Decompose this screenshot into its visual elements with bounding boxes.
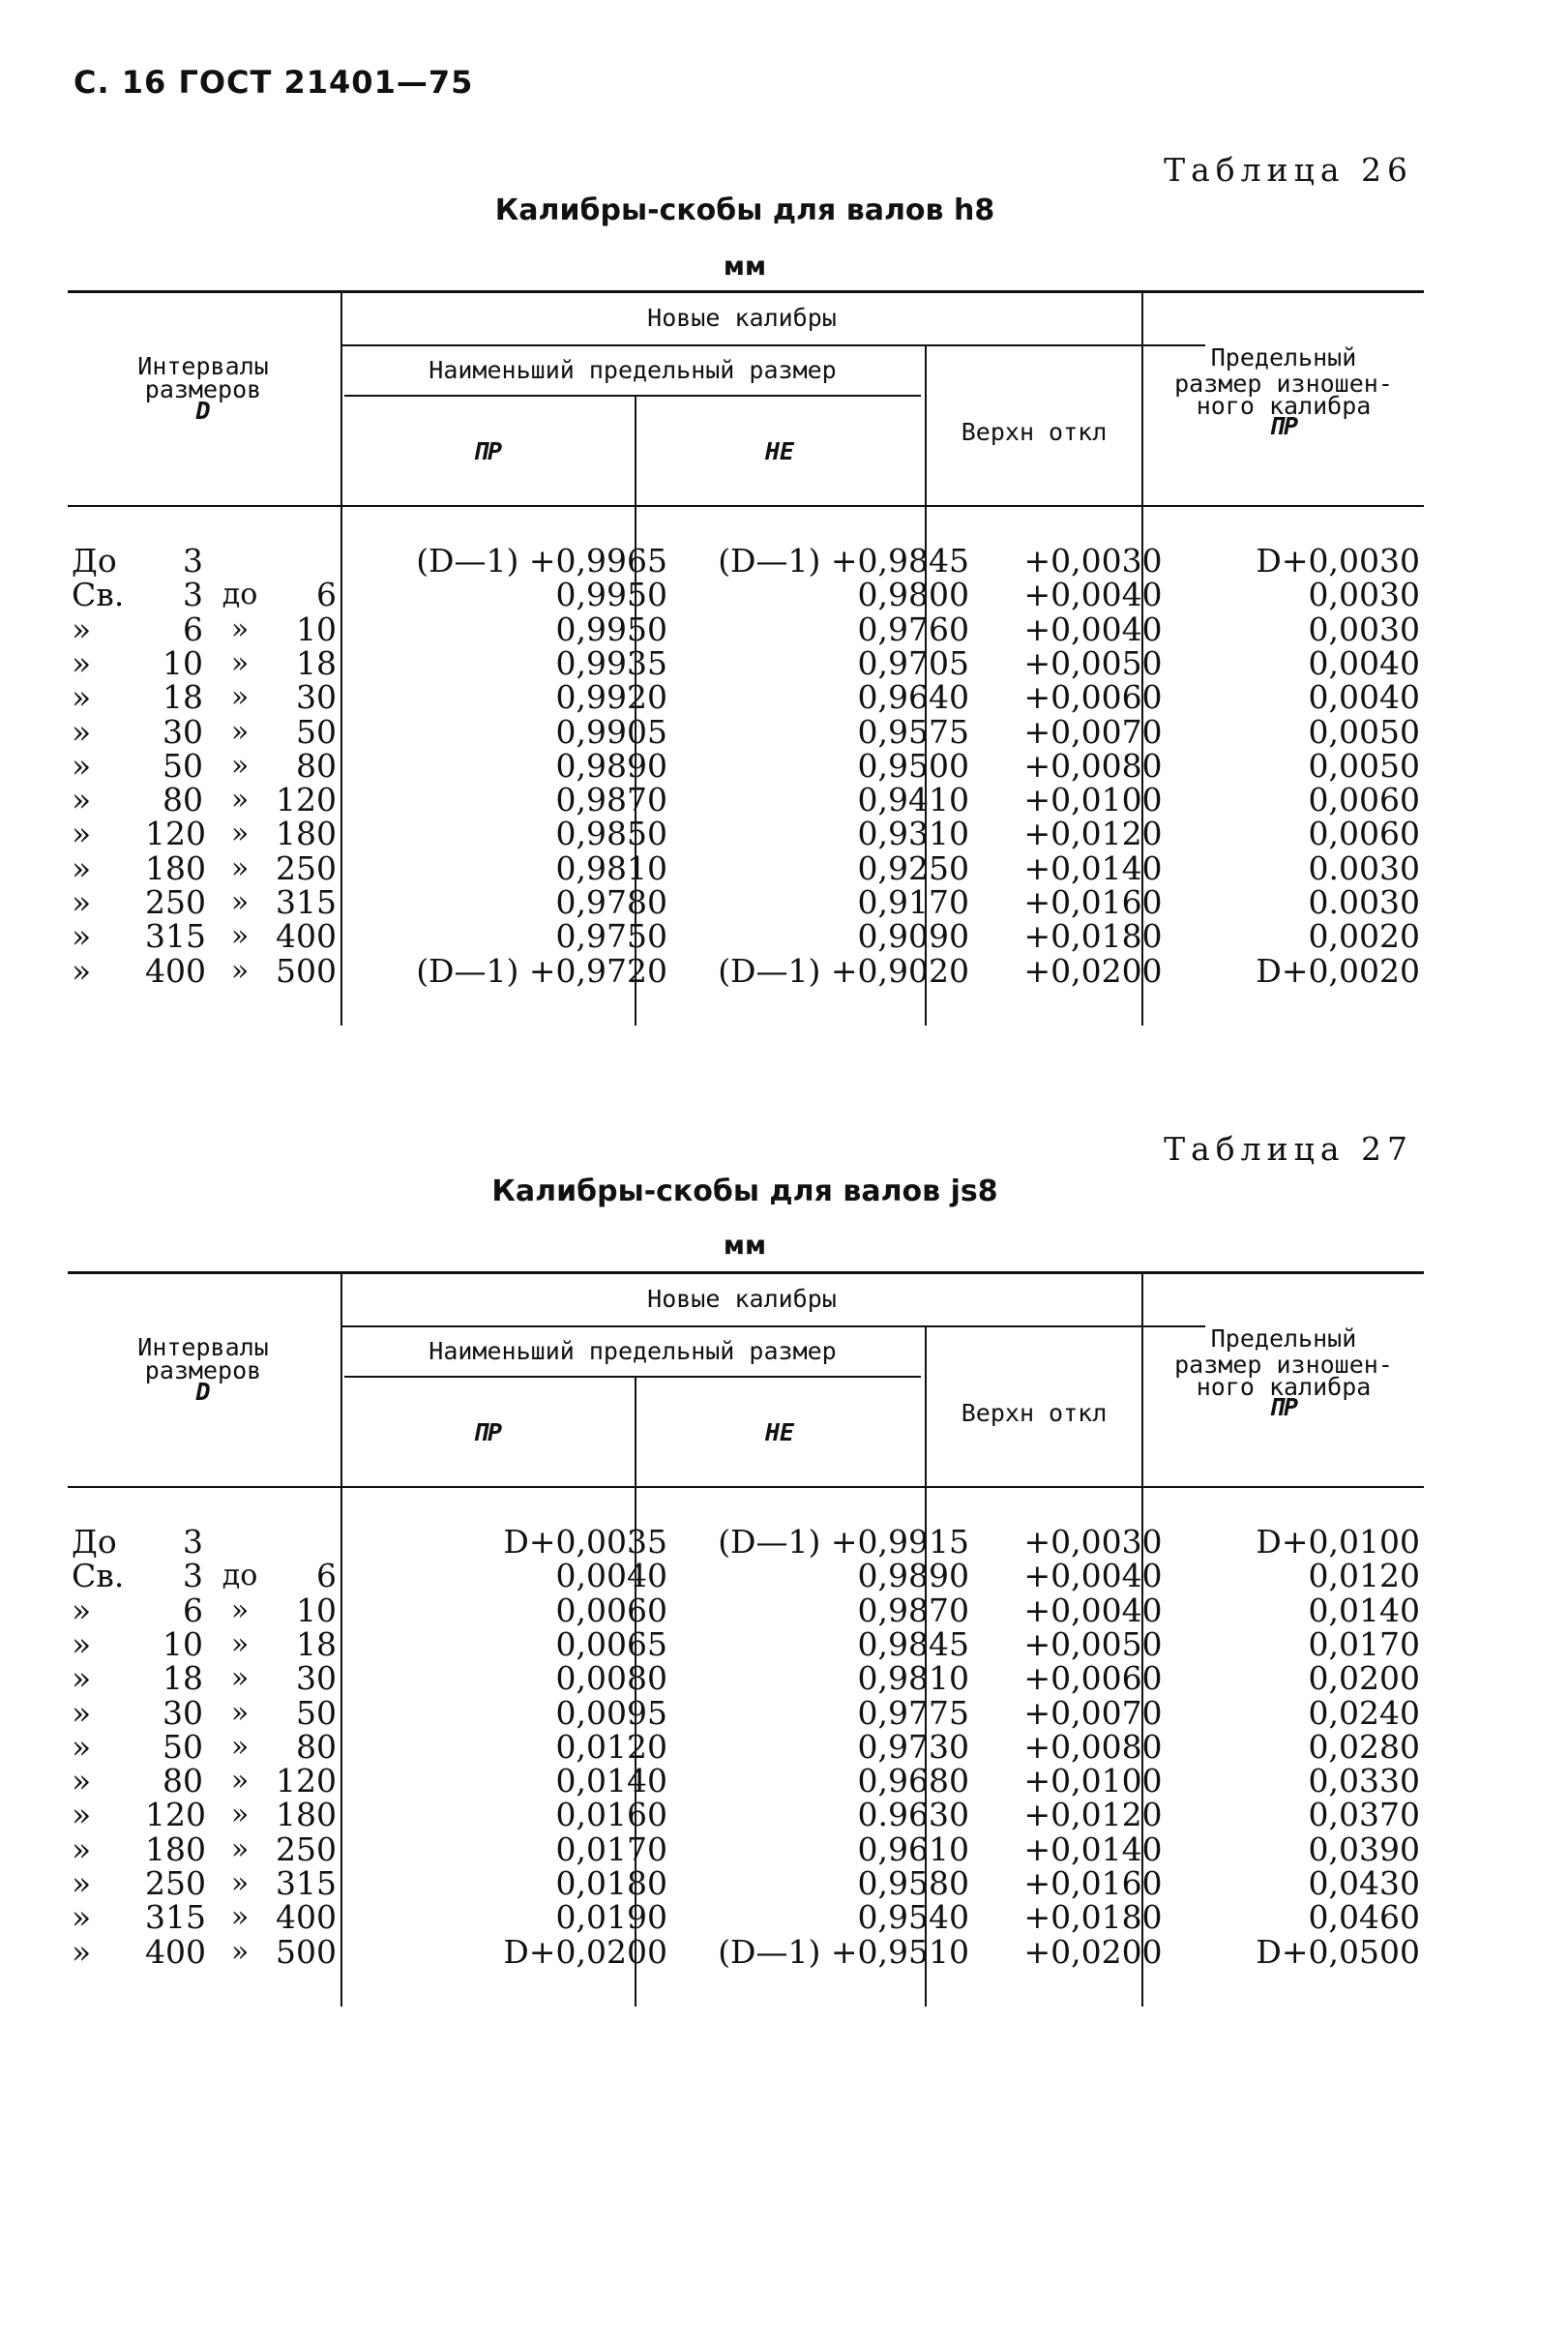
row-prefix: » <box>72 678 92 717</box>
row-prefix: » <box>72 1591 92 1629</box>
table-row <box>68 1798 1424 1832</box>
cell-pr: 0,9890 <box>555 746 667 785</box>
row-prefix: » <box>72 951 92 990</box>
table-row <box>68 1727 1424 1766</box>
table-top-rule <box>68 290 1424 293</box>
row-range-to: 500 <box>276 1932 337 1971</box>
header-smallest-limit: Наименьший предельный размер <box>429 356 837 384</box>
header-worn-limit <box>1143 1324 1424 1421</box>
row-range-to: 6 <box>316 576 337 614</box>
row-prefix: » <box>72 643 92 682</box>
cell-ne: 0,9800 <box>857 576 969 614</box>
header-intervals-line: Интервалы <box>137 352 269 380</box>
row-range-sep: » <box>230 1900 250 1935</box>
cell-upper-deviation: +0,0040 <box>1023 1557 1163 1595</box>
cell-worn-limit: 0,0460 <box>1308 1898 1420 1937</box>
row-range-from: 18 <box>163 678 203 717</box>
cell-worn-limit: 0,0040 <box>1308 643 1420 682</box>
row-range-from: 315 <box>145 1898 206 1937</box>
cell-ne: 0,9310 <box>857 815 969 853</box>
row-range-sep: до <box>222 1559 258 1593</box>
row-range-sep: до <box>222 578 258 612</box>
table-row <box>68 817 1424 851</box>
cell-worn-limit: 0,0050 <box>1308 746 1420 785</box>
row-range-to: 18 <box>296 1624 337 1663</box>
cell-worn-limit: 0.0030 <box>1308 848 1420 887</box>
row-range-to: 10 <box>296 610 337 648</box>
table-row <box>68 1900 1424 1935</box>
table-title: Калибры-скобы для валов h8 <box>494 193 995 227</box>
row-range-from: 3 <box>183 1557 203 1595</box>
cell-upper-deviation: +0,0080 <box>1023 746 1163 785</box>
table-title: Калибры-скобы для валов js8 <box>491 1175 998 1208</box>
cell-worn-limit: 0,0370 <box>1308 1796 1420 1834</box>
header-intervals-line: размеров <box>144 1356 262 1384</box>
row-range-sep: » <box>230 783 250 818</box>
header-bottom-rule <box>68 505 1424 507</box>
cell-pr: 0,9780 <box>555 883 667 921</box>
row-range-from: 250 <box>145 1864 206 1902</box>
cell-ne: (D—1) +0,9510 <box>718 1932 969 1971</box>
table-row <box>68 885 1424 920</box>
table-row <box>68 1661 1424 1696</box>
row-prefix: » <box>72 883 92 921</box>
cell-pr: 0,0170 <box>555 1829 667 1868</box>
cell-worn-limit: 0,0140 <box>1308 1591 1420 1629</box>
table-unit: мм <box>723 252 767 282</box>
row-prefix: » <box>72 917 92 956</box>
cell-worn-limit: 0,0240 <box>1308 1693 1420 1732</box>
header-ne: НЕ <box>764 1418 795 1446</box>
cell-ne: 0,9760 <box>857 610 969 648</box>
row-prefix: » <box>72 610 92 648</box>
cell-upper-deviation: +0,0080 <box>1023 1727 1163 1766</box>
row-range-to: 180 <box>276 1796 337 1834</box>
row-range-from: 120 <box>145 1796 206 1834</box>
cell-upper-deviation: +0,0050 <box>1023 643 1163 682</box>
page-header: С. 16 ГОСТ 21401—75 <box>74 64 474 101</box>
cell-ne: 0,9775 <box>857 1693 969 1732</box>
row-range-from: 50 <box>163 746 203 785</box>
row-range-sep: » <box>230 1934 250 1969</box>
header-ne: НЕ <box>764 437 795 465</box>
table-top-rule <box>68 1271 1424 1274</box>
row-prefix: » <box>72 1829 92 1868</box>
row-prefix: » <box>72 815 92 853</box>
row-range-to: 180 <box>276 815 337 853</box>
cell-upper-deviation: +0,0100 <box>1023 781 1163 819</box>
row-range-sep: » <box>230 1866 250 1900</box>
header-intervals <box>68 352 339 423</box>
cell-ne: 0,9540 <box>857 1898 969 1937</box>
cell-ne: (D—1) +0,9915 <box>718 1523 969 1561</box>
header-worn-symbol: ПР <box>1268 1393 1299 1421</box>
header-new-gauges: Новые калибры <box>647 1285 837 1313</box>
cell-upper-deviation: +0,0030 <box>1023 1523 1163 1561</box>
cell-pr: (D—1) +0,9720 <box>416 951 667 990</box>
row-range-to: 6 <box>316 1557 337 1595</box>
cell-ne: 0,9890 <box>857 1557 969 1595</box>
table-row <box>68 1866 1424 1901</box>
row-range-to: 250 <box>276 848 337 887</box>
cell-worn-limit: 0,0390 <box>1308 1829 1420 1868</box>
cell-pr: 0,0160 <box>555 1796 667 1834</box>
cell-upper-deviation: +0,0160 <box>1023 1864 1163 1902</box>
cell-ne: 0,9090 <box>857 917 969 956</box>
table-row <box>68 848 1424 887</box>
cell-upper-deviation: +0,0200 <box>1023 951 1163 990</box>
row-range-sep: » <box>230 714 250 749</box>
table-row <box>68 951 1424 990</box>
cell-upper-deviation: +0,0160 <box>1023 883 1163 921</box>
table-row <box>68 712 1424 751</box>
header-rule-new-gauges <box>340 1325 1205 1327</box>
row-range-sep: » <box>230 611 250 646</box>
row-range-to: 120 <box>276 781 337 819</box>
table-number-label: Таблица 26 <box>1164 151 1413 189</box>
header-worn-line: ного калибра <box>1196 1373 1372 1401</box>
header-intervals <box>68 1333 339 1404</box>
header-worn-symbol: ПР <box>1268 412 1299 440</box>
cell-pr: 0,9950 <box>555 610 667 648</box>
cell-ne: 0,9610 <box>857 1829 969 1868</box>
row-range-to: 120 <box>276 1762 337 1800</box>
header-upper-deviation: Верхн откл <box>961 418 1108 446</box>
table-row <box>68 578 1424 612</box>
row-range-from: 3 <box>183 576 203 614</box>
cell-worn-limit: 0,0030 <box>1308 610 1420 648</box>
cell-pr: 0,0140 <box>555 1762 667 1800</box>
table-row <box>68 544 1424 579</box>
row-prefix: » <box>72 1624 92 1663</box>
table-row <box>68 1693 1424 1732</box>
row-range-sep: » <box>230 850 250 885</box>
header-intervals-symbol: D <box>195 1378 211 1406</box>
cell-ne: 0,9575 <box>857 712 969 751</box>
cell-pr: D+0,0035 <box>503 1523 667 1561</box>
row-range-from: 80 <box>163 781 203 819</box>
cell-pr: 0,9920 <box>555 678 667 717</box>
cell-worn-limit: 0,0280 <box>1308 1727 1420 1766</box>
header-bottom-rule <box>68 1486 1424 1488</box>
cell-ne: 0,9410 <box>857 781 969 819</box>
header-worn-line: Предельный <box>1210 343 1357 372</box>
cell-worn-limit: 0,0020 <box>1308 917 1420 956</box>
table-row <box>68 1559 1424 1593</box>
row-prefix: » <box>72 712 92 751</box>
cell-upper-deviation: +0,0200 <box>1023 1932 1163 1971</box>
cell-pr: 0,0120 <box>555 1727 667 1766</box>
row-range-from: 180 <box>145 848 206 887</box>
cell-worn-limit: 0,0430 <box>1308 1864 1420 1902</box>
table-row <box>68 919 1424 954</box>
row-range-from: 3 <box>183 542 203 580</box>
cell-worn-limit: D+0,0500 <box>1256 1932 1420 1971</box>
row-range-sep: » <box>230 953 250 988</box>
row-prefix: До <box>72 1523 117 1561</box>
table-27 <box>68 1271 1424 2007</box>
row-prefix: До <box>72 542 117 580</box>
cell-upper-deviation: +0,0040 <box>1023 1591 1163 1629</box>
cell-ne: (D—1) +0,9020 <box>718 951 969 990</box>
table-row <box>68 643 1424 682</box>
header-pr: ПР <box>472 1418 503 1446</box>
header-intervals-line: размеров <box>144 375 262 403</box>
row-range-to: 80 <box>296 746 337 785</box>
cell-pr: (D—1) +0,9965 <box>416 542 667 580</box>
table-row <box>68 1829 1424 1868</box>
cell-ne: (D—1) +0,9845 <box>718 542 969 580</box>
row-prefix: » <box>72 1693 92 1732</box>
row-range-sep: » <box>230 1592 250 1627</box>
table-row <box>68 1624 1424 1663</box>
row-range-to: 500 <box>276 951 337 990</box>
header-intervals-line: Интервалы <box>137 1333 269 1361</box>
cell-ne: 0,9580 <box>857 1864 969 1902</box>
cell-pr: 0,0095 <box>555 1693 667 1732</box>
table-row <box>68 680 1424 715</box>
table-row <box>68 1764 1424 1799</box>
table-row <box>68 1593 1424 1628</box>
cell-ne: 0,9170 <box>857 883 969 921</box>
cell-worn-limit: 0,0060 <box>1308 815 1420 853</box>
row-range-to: 18 <box>296 643 337 682</box>
row-prefix: » <box>72 1727 92 1766</box>
cell-pr: 0,0080 <box>555 1659 667 1698</box>
row-range-from: 18 <box>163 1659 203 1698</box>
cell-ne: 0,9640 <box>857 678 969 717</box>
table-row <box>68 783 1424 818</box>
cell-pr: 0,9905 <box>555 712 667 751</box>
cell-pr: 0,9750 <box>555 917 667 956</box>
row-prefix: » <box>72 1864 92 1902</box>
cell-upper-deviation: +0,0050 <box>1023 1624 1163 1663</box>
header-worn-limit <box>1143 343 1424 440</box>
table-row <box>68 1525 1424 1560</box>
table-unit: мм <box>723 1231 767 1261</box>
row-range-sep: » <box>230 1661 250 1696</box>
row-range-from: 400 <box>145 951 206 990</box>
cell-ne: 0,9680 <box>857 1762 969 1800</box>
header-smallest-limit: Наименьший предельный размер <box>429 1337 837 1365</box>
row-range-sep: » <box>230 817 250 851</box>
row-range-from: 315 <box>145 917 206 956</box>
cell-worn-limit: 0,0050 <box>1308 712 1420 751</box>
header-worn-line: Предельный <box>1210 1324 1357 1353</box>
row-range-to: 30 <box>296 678 337 717</box>
cell-upper-deviation: +0,0180 <box>1023 917 1163 956</box>
header-upper-deviation: Верхн откл <box>961 1399 1108 1427</box>
cell-upper-deviation: +0,0100 <box>1023 1762 1163 1800</box>
cell-upper-deviation: +0,0120 <box>1023 815 1163 853</box>
table-row <box>68 746 1424 785</box>
row-range-sep: » <box>230 919 250 954</box>
cell-pr: 0,0060 <box>555 1591 667 1629</box>
cell-pr: 0,0180 <box>555 1864 667 1902</box>
cell-ne: 0,9500 <box>857 746 969 785</box>
cell-pr: 0,9950 <box>555 576 667 614</box>
row-prefix: » <box>72 1762 92 1800</box>
row-range-sep: » <box>230 680 250 715</box>
header-worn-line: размер изношен- <box>1174 1351 1393 1379</box>
row-range-to: 315 <box>276 883 337 921</box>
header-rule-smallest-limit <box>344 395 921 397</box>
cell-ne: 0.9630 <box>857 1796 969 1834</box>
cell-pr: 0,0065 <box>555 1624 667 1663</box>
row-range-from: 30 <box>163 1693 203 1732</box>
row-range-to: 10 <box>296 1591 337 1629</box>
row-prefix: » <box>72 746 92 785</box>
cell-worn-limit: 0,0120 <box>1308 1557 1420 1595</box>
row-range-sep: » <box>230 748 250 783</box>
cell-upper-deviation: +0,0060 <box>1023 678 1163 717</box>
row-range-to: 250 <box>276 1829 337 1868</box>
cell-ne: 0,9845 <box>857 1624 969 1663</box>
row-range-sep: » <box>230 1695 250 1730</box>
row-range-sep: » <box>230 1626 250 1661</box>
cell-ne: 0,9705 <box>857 643 969 682</box>
cell-ne: 0,9810 <box>857 1659 969 1698</box>
header-rule-smallest-limit <box>344 1376 921 1378</box>
cell-upper-deviation: +0,0070 <box>1023 1693 1163 1732</box>
cell-upper-deviation: +0,0040 <box>1023 610 1163 648</box>
row-range-sep: » <box>230 1764 250 1799</box>
cell-worn-limit: 0,0030 <box>1308 576 1420 614</box>
row-range-from: 180 <box>145 1829 206 1868</box>
cell-worn-limit: 0,0200 <box>1308 1659 1420 1698</box>
row-range-from: 10 <box>163 1624 203 1663</box>
row-range-sep: » <box>230 1729 250 1764</box>
row-prefix: » <box>72 1796 92 1834</box>
cell-upper-deviation: +0,0140 <box>1023 1829 1163 1868</box>
table-26 <box>68 290 1424 1026</box>
header-new-gauges: Новые калибры <box>647 304 837 332</box>
row-range-from: 6 <box>183 1591 203 1629</box>
row-range-from: 400 <box>145 1932 206 1971</box>
cell-worn-limit: D+0,0020 <box>1256 951 1420 990</box>
cell-pr: 0,9810 <box>555 848 667 887</box>
cell-ne: 0,9730 <box>857 1727 969 1766</box>
cell-pr: 0,9850 <box>555 815 667 853</box>
row-range-to: 315 <box>276 1864 337 1902</box>
cell-pr: 0,9870 <box>555 781 667 819</box>
row-range-from: 30 <box>163 712 203 751</box>
row-prefix: Св. <box>72 576 125 614</box>
row-range-to: 400 <box>276 1898 337 1937</box>
row-range-from: 10 <box>163 643 203 682</box>
header-pr: ПР <box>472 437 503 465</box>
row-range-sep: » <box>230 885 250 919</box>
cell-pr: 0,9935 <box>555 643 667 682</box>
row-range-sep: » <box>230 1798 250 1832</box>
cell-pr: D+0,0200 <box>503 1932 667 1971</box>
row-range-to: 50 <box>296 712 337 751</box>
row-prefix: Св. <box>72 1557 125 1595</box>
cell-upper-deviation: +0,0180 <box>1023 1898 1163 1937</box>
row-range-from: 120 <box>145 815 206 853</box>
row-range-to: 80 <box>296 1727 337 1766</box>
cell-worn-limit: 0.0030 <box>1308 883 1420 921</box>
row-prefix: » <box>72 1659 92 1698</box>
row-prefix: » <box>72 848 92 887</box>
cell-worn-limit: D+0,0100 <box>1256 1523 1420 1561</box>
cell-ne: 0,9870 <box>857 1591 969 1629</box>
row-range-sep: » <box>230 1831 250 1866</box>
table-row <box>68 1932 1424 1971</box>
cell-upper-deviation: +0,0040 <box>1023 576 1163 614</box>
cell-worn-limit: 0,0330 <box>1308 1762 1420 1800</box>
cell-upper-deviation: +0,0140 <box>1023 848 1163 887</box>
header-rule-new-gauges <box>340 344 1205 346</box>
cell-upper-deviation: +0,0030 <box>1023 542 1163 580</box>
cell-worn-limit: D+0,0030 <box>1256 542 1420 580</box>
header-worn-line: размер изношен- <box>1174 370 1393 398</box>
row-range-from: 50 <box>163 1727 203 1766</box>
cell-upper-deviation: +0,0070 <box>1023 712 1163 751</box>
cell-worn-limit: 0,0060 <box>1308 781 1420 819</box>
row-range-sep: » <box>230 645 250 680</box>
row-prefix: » <box>72 781 92 819</box>
row-range-to: 50 <box>296 1693 337 1732</box>
row-range-to: 400 <box>276 917 337 956</box>
header-worn-line: ного калибра <box>1196 392 1372 420</box>
cell-ne: 0,9250 <box>857 848 969 887</box>
cell-upper-deviation: +0,0120 <box>1023 1796 1163 1834</box>
header-intervals-symbol: D <box>195 397 211 425</box>
cell-worn-limit: 0,0040 <box>1308 678 1420 717</box>
row-range-from: 250 <box>145 883 206 921</box>
cell-pr: 0,0040 <box>555 1557 667 1595</box>
cell-upper-deviation: +0,0060 <box>1023 1659 1163 1698</box>
row-range-from: 80 <box>163 1762 203 1800</box>
row-prefix: » <box>72 1932 92 1971</box>
row-range-from: 3 <box>183 1523 203 1561</box>
table-row <box>68 612 1424 647</box>
row-range-to: 30 <box>296 1659 337 1698</box>
table-number-label: Таблица 27 <box>1164 1130 1413 1168</box>
row-range-from: 6 <box>183 610 203 648</box>
cell-worn-limit: 0,0170 <box>1308 1624 1420 1663</box>
cell-pr: 0,0190 <box>555 1898 667 1937</box>
row-prefix: » <box>72 1898 92 1937</box>
